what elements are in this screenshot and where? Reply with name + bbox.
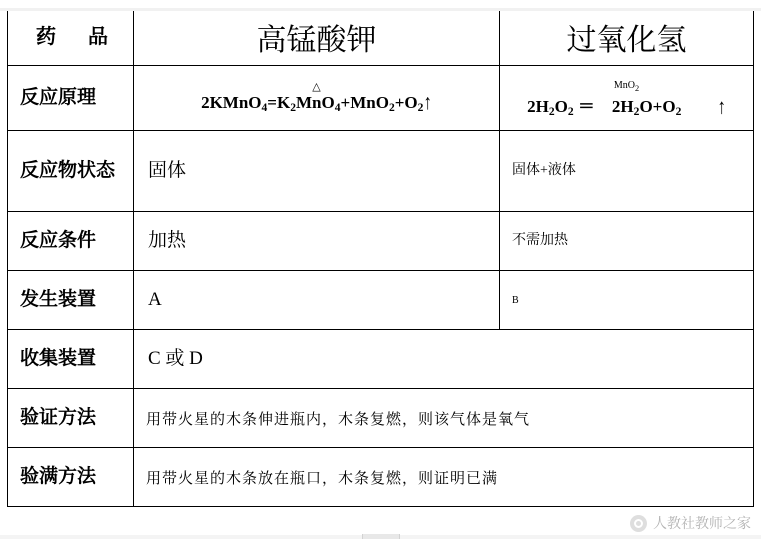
row-label-verification — [8, 389, 134, 448]
equation-h2o2 — [500, 79, 753, 118]
table-row-generator — [8, 271, 754, 330]
watermark-text: 人教社教师之家 — [653, 515, 751, 531]
cell-fullness-text: 用带火星的木条放在瓶口，木条复燃，则证明已满 — [146, 470, 499, 487]
row-label-fullness — [8, 448, 134, 507]
header-label-text: 药 品 — [36, 25, 114, 48]
header-kmno4-text: 高锰酸钾 — [256, 24, 377, 57]
weibo-logo-icon — [630, 515, 647, 532]
cell-condition-h2o2 — [500, 212, 754, 271]
table-row-state — [8, 131, 754, 212]
bottom-page-tab — [362, 534, 400, 539]
condition-heat-symbol: △ — [312, 81, 321, 94]
table-row-principle — [8, 66, 754, 131]
cell-condition-kmno4-text: 加热 — [148, 229, 187, 251]
cell-fullness-value — [134, 448, 754, 507]
table-row-collection — [8, 330, 754, 389]
row-label-condition-text: 反应条件 — [20, 230, 97, 252]
row-label-generator — [8, 271, 134, 330]
row-label-state — [8, 131, 134, 212]
row-label-condition — [8, 212, 134, 271]
cell-principle-h2o2 — [500, 66, 754, 131]
table-row-condition — [8, 212, 754, 271]
equation-kmno4-text: $2KMnO_4=K_2MnO_4+MnO_2+O_2↑$ — [201, 90, 432, 115]
cell-generator-kmno4-text: A — [148, 288, 162, 310]
cell-generator-kmno4 — [134, 271, 500, 330]
row-label-principle-text: 反应原理 — [20, 87, 97, 109]
cell-verification-value — [134, 389, 754, 448]
header-h2o2-text: 过氧化氢 — [566, 24, 687, 57]
row-label-principle — [8, 66, 134, 131]
row-label-state-text: 反应物状态 — [20, 160, 116, 182]
header-cell-kmno4 — [134, 9, 500, 66]
equation-kmno4 — [134, 81, 499, 115]
comparison-table — [7, 8, 754, 507]
cell-condition-kmno4 — [134, 212, 500, 271]
cell-generator-h2o2-text: B — [512, 294, 519, 306]
row-label-verification-text: 验证方法 — [20, 407, 97, 429]
equation-h2o2-text: $2H_2O_2$ ＝ $2H_2O+O_2$ ↑ — [527, 94, 726, 118]
table-header-row — [8, 9, 754, 66]
watermark — [630, 513, 751, 533]
row-label-generator-text: 发生装置 — [20, 289, 97, 311]
cell-state-kmno4-text: 固体 — [148, 159, 187, 181]
cell-generator-h2o2 — [500, 271, 754, 330]
header-cell-h2o2 — [500, 9, 754, 66]
cell-principle-kmno4 — [134, 66, 500, 131]
document-page — [0, 8, 761, 539]
cell-collection-text: C 或 D — [148, 347, 203, 369]
cell-state-h2o2-text: 固体+液体 — [512, 163, 576, 179]
row-label-fullness-text: 验满方法 — [20, 466, 97, 488]
table-row-verification — [8, 389, 754, 448]
catalyst-mno2-label: MnO$_2$ — [613, 79, 640, 93]
row-label-collection-text: 收集装置 — [20, 348, 97, 370]
cell-state-kmno4 — [134, 131, 500, 212]
cell-state-h2o2 — [500, 131, 754, 212]
top-edge-strip — [0, 8, 761, 11]
cell-condition-h2o2-text: 不需加热 — [512, 233, 568, 249]
cell-verification-text: 用带火星的木条伸进瓶内，木条复燃，则该气体是氧气 — [146, 411, 531, 428]
row-label-collection — [8, 330, 134, 389]
cell-collection-value — [134, 330, 754, 389]
header-cell-label — [8, 9, 134, 66]
table-row-fullness — [8, 448, 754, 507]
